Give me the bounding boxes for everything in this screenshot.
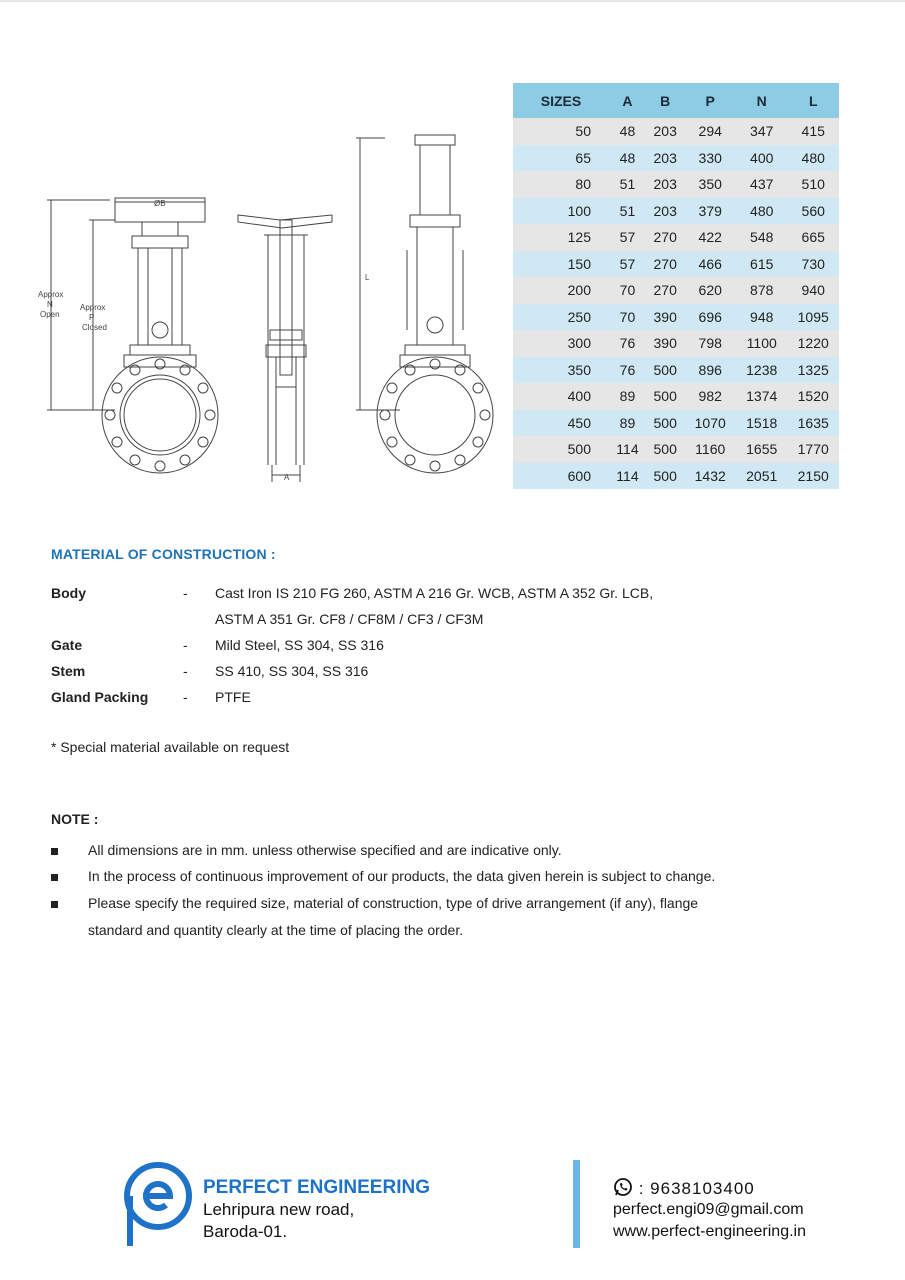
size-table-cell: 1160 <box>684 436 735 463</box>
material-dash: - <box>183 585 188 601</box>
material-label: Body <box>51 585 86 601</box>
size-table-cell: 48 <box>609 145 646 172</box>
size-table-cell: 1520 <box>787 383 839 410</box>
size-table-row <box>513 330 839 357</box>
size-table-cell: 51 <box>609 198 646 225</box>
size-table-cell: 89 <box>609 383 646 410</box>
size-table-cell: 1325 <box>787 357 839 384</box>
size-table-cell: 350 <box>513 357 609 384</box>
size-table-row <box>513 410 839 437</box>
size-table-cell: 100 <box>513 198 609 225</box>
size-table-cell: 200 <box>513 277 609 304</box>
size-table-cell: 1095 <box>787 304 839 331</box>
dim-b-label: ØB <box>154 199 166 208</box>
size-table-cell: 203 <box>646 171 685 198</box>
approx-p-label-2: P <box>89 313 95 322</box>
header-b: B <box>646 83 685 118</box>
size-table <box>513 83 839 489</box>
size-table-row <box>513 383 839 410</box>
size-table-cell: 620 <box>684 277 735 304</box>
size-table-cell: 500 <box>646 383 685 410</box>
size-table-cell: 390 <box>646 330 685 357</box>
approx-n-label-2: N <box>47 300 53 309</box>
size-table-cell: 80 <box>513 171 609 198</box>
approx-n-label-1: Approx <box>38 290 64 299</box>
header-n: N <box>736 83 787 118</box>
material-value <box>215 580 775 632</box>
top-rule <box>0 0 905 2</box>
size-table-cell: 125 <box>513 224 609 251</box>
size-table-cell: 51 <box>609 171 646 198</box>
size-table-row <box>513 251 839 278</box>
address-line: Lehripura new road, <box>203 1200 355 1219</box>
size-table-cell: 390 <box>646 304 685 331</box>
size-table-cell: 422 <box>684 224 735 251</box>
note-title: NOTE : <box>51 811 99 827</box>
size-table-cell: 400 <box>736 145 787 172</box>
size-table-cell: 600 <box>513 463 609 490</box>
size-table-cell: 500 <box>646 357 685 384</box>
header-sizes: SIZES <box>513 83 609 118</box>
size-table-cell: 347 <box>736 118 787 145</box>
size-table-cell: 114 <box>609 436 646 463</box>
size-table-cell: 982 <box>684 383 735 410</box>
size-table-cell: 270 <box>646 251 685 278</box>
approx-p-label-1: Approx <box>80 303 106 312</box>
header-l: L <box>787 83 839 118</box>
size-table-cell: 1374 <box>736 383 787 410</box>
note-text: Please specify the required size, material of construction, type of drive arrangement (if any), flange standard and quantity clearly at the time of placing the order. <box>88 895 699 938</box>
size-table-body <box>513 118 839 489</box>
size-table-cell: 615 <box>736 251 787 278</box>
size-table-cell: 65 <box>513 145 609 172</box>
size-table-cell: 2051 <box>736 463 787 490</box>
size-table-cell: 57 <box>609 251 646 278</box>
size-table-cell: 48 <box>609 118 646 145</box>
size-table-cell: 480 <box>736 198 787 225</box>
dim-a-label: A <box>284 473 290 482</box>
size-table-cell: 270 <box>646 277 685 304</box>
size-table-cell: 500 <box>513 436 609 463</box>
size-table-cell: 70 <box>609 304 646 331</box>
dim-l-label: L <box>365 273 370 282</box>
material-value-line: SS 410, SS 304, SS 316 <box>215 663 369 679</box>
material-dash: - <box>183 637 188 653</box>
size-table-cell: 466 <box>684 251 735 278</box>
size-table-cell: 450 <box>513 410 609 437</box>
size-table-cell: 437 <box>736 171 787 198</box>
size-table-cell: 76 <box>609 357 646 384</box>
phone-row <box>613 1177 755 1199</box>
header-a: A <box>609 83 646 118</box>
material-value-line: ASTM A 351 Gr. CF8 / CF8M / CF3 / CF3M <box>215 611 484 627</box>
size-table-header-row <box>513 83 839 118</box>
material-dash: - <box>183 689 188 705</box>
size-table-cell: 560 <box>787 198 839 225</box>
whatsapp-icon <box>613 1177 633 1197</box>
size-table-cell: 1100 <box>736 330 787 357</box>
side-view-drawing <box>238 215 332 482</box>
size-table-cell: 330 <box>684 145 735 172</box>
size-table-row <box>513 277 839 304</box>
approx-n-label-3: Open <box>40 310 60 319</box>
size-table-cell: 510 <box>787 171 839 198</box>
size-table-cell: 89 <box>609 410 646 437</box>
actuator-view-drawing <box>356 135 493 473</box>
size-table-row <box>513 145 839 172</box>
size-table-cell: 350 <box>684 171 735 198</box>
size-table-cell: 665 <box>787 224 839 251</box>
bullet-icon <box>51 874 58 881</box>
phone-number: : 9638103400 <box>638 1179 755 1198</box>
size-table-cell: 270 <box>646 224 685 251</box>
size-table-cell: 203 <box>646 118 685 145</box>
size-table-row <box>513 118 839 145</box>
size-table-cell: 70 <box>609 277 646 304</box>
size-table-cell: 1220 <box>787 330 839 357</box>
material-value <box>215 684 775 710</box>
footer-divider <box>573 1160 580 1248</box>
size-table-row <box>513 224 839 251</box>
bullet-icon <box>51 848 58 855</box>
size-table-cell: 896 <box>684 357 735 384</box>
size-table-cell: 878 <box>736 277 787 304</box>
material-dash: - <box>183 663 188 679</box>
material-label: Gate <box>51 637 83 653</box>
size-table-cell: 150 <box>513 251 609 278</box>
company-name: PERFECT ENGINEERING <box>203 1177 430 1198</box>
size-table-cell: 57 <box>609 224 646 251</box>
material-label: Stem <box>51 663 86 679</box>
material-value-line: Mild Steel, SS 304, SS 316 <box>215 637 384 653</box>
size-table-cell: 2150 <box>787 463 839 490</box>
bullet-icon <box>51 901 58 908</box>
material-value <box>215 632 775 658</box>
size-table-cell: 1070 <box>684 410 735 437</box>
header-p: P <box>684 83 735 118</box>
note-text: All dimensions are in mm. unless otherwise specified and are indicative only. <box>88 842 562 858</box>
front-view-drawing <box>47 198 218 473</box>
website-url: www.perfect-engineering.in <box>613 1223 806 1240</box>
material-title: MATERIAL OF CONSTRUCTION : <box>51 546 276 562</box>
size-table-cell: 730 <box>787 251 839 278</box>
size-table-cell: 76 <box>609 330 646 357</box>
size-table-cell: 940 <box>787 277 839 304</box>
note-text: In the process of continuous improvement of our products, the data given herein is subject to change. <box>88 868 716 884</box>
size-table-cell: 696 <box>684 304 735 331</box>
size-table-cell: 50 <box>513 118 609 145</box>
size-table-row <box>513 463 839 490</box>
size-table-row <box>513 304 839 331</box>
size-table-cell: 114 <box>609 463 646 490</box>
special-material-note: * Special material available on request <box>51 739 290 755</box>
size-table-cell: 948 <box>736 304 787 331</box>
size-table-cell: 480 <box>787 145 839 172</box>
material-value-line: PTFE <box>215 689 251 705</box>
size-table-cell: 250 <box>513 304 609 331</box>
size-table-cell: 500 <box>646 410 685 437</box>
size-table-row <box>513 436 839 463</box>
size-table-cell: 1655 <box>736 436 787 463</box>
size-table-cell: 548 <box>736 224 787 251</box>
size-table-cell: 500 <box>646 436 685 463</box>
size-table-cell: 300 <box>513 330 609 357</box>
material-value <box>215 658 775 684</box>
address-line: Baroda-01. <box>203 1222 288 1241</box>
size-table-cell: 1518 <box>736 410 787 437</box>
valve-drawings <box>20 120 510 500</box>
size-table-cell: 415 <box>787 118 839 145</box>
size-table-cell: 400 <box>513 383 609 410</box>
size-table-row <box>513 198 839 225</box>
logo-icon <box>122 1160 192 1248</box>
size-table-cell: 798 <box>684 330 735 357</box>
size-table-cell: 203 <box>646 198 685 225</box>
size-table-cell: 1432 <box>684 463 735 490</box>
size-table-cell: 1238 <box>736 357 787 384</box>
size-table-cell: 1635 <box>787 410 839 437</box>
size-table-cell: 379 <box>684 198 735 225</box>
size-table-row <box>513 357 839 384</box>
size-table-row <box>513 171 839 198</box>
material-label: Gland Packing <box>51 689 149 705</box>
size-table-cell: 500 <box>646 463 685 490</box>
approx-p-label-3: Closed <box>82 323 107 332</box>
size-table-cell: 1770 <box>787 436 839 463</box>
email-address: perfect.engi09@gmail.com <box>613 1201 804 1218</box>
size-table-cell: 203 <box>646 145 685 172</box>
material-value-line: Cast Iron IS 210 FG 260, ASTM A 216 Gr. WCB, ASTM A 352 Gr. LCB, <box>215 585 654 601</box>
size-table-cell: 294 <box>684 118 735 145</box>
